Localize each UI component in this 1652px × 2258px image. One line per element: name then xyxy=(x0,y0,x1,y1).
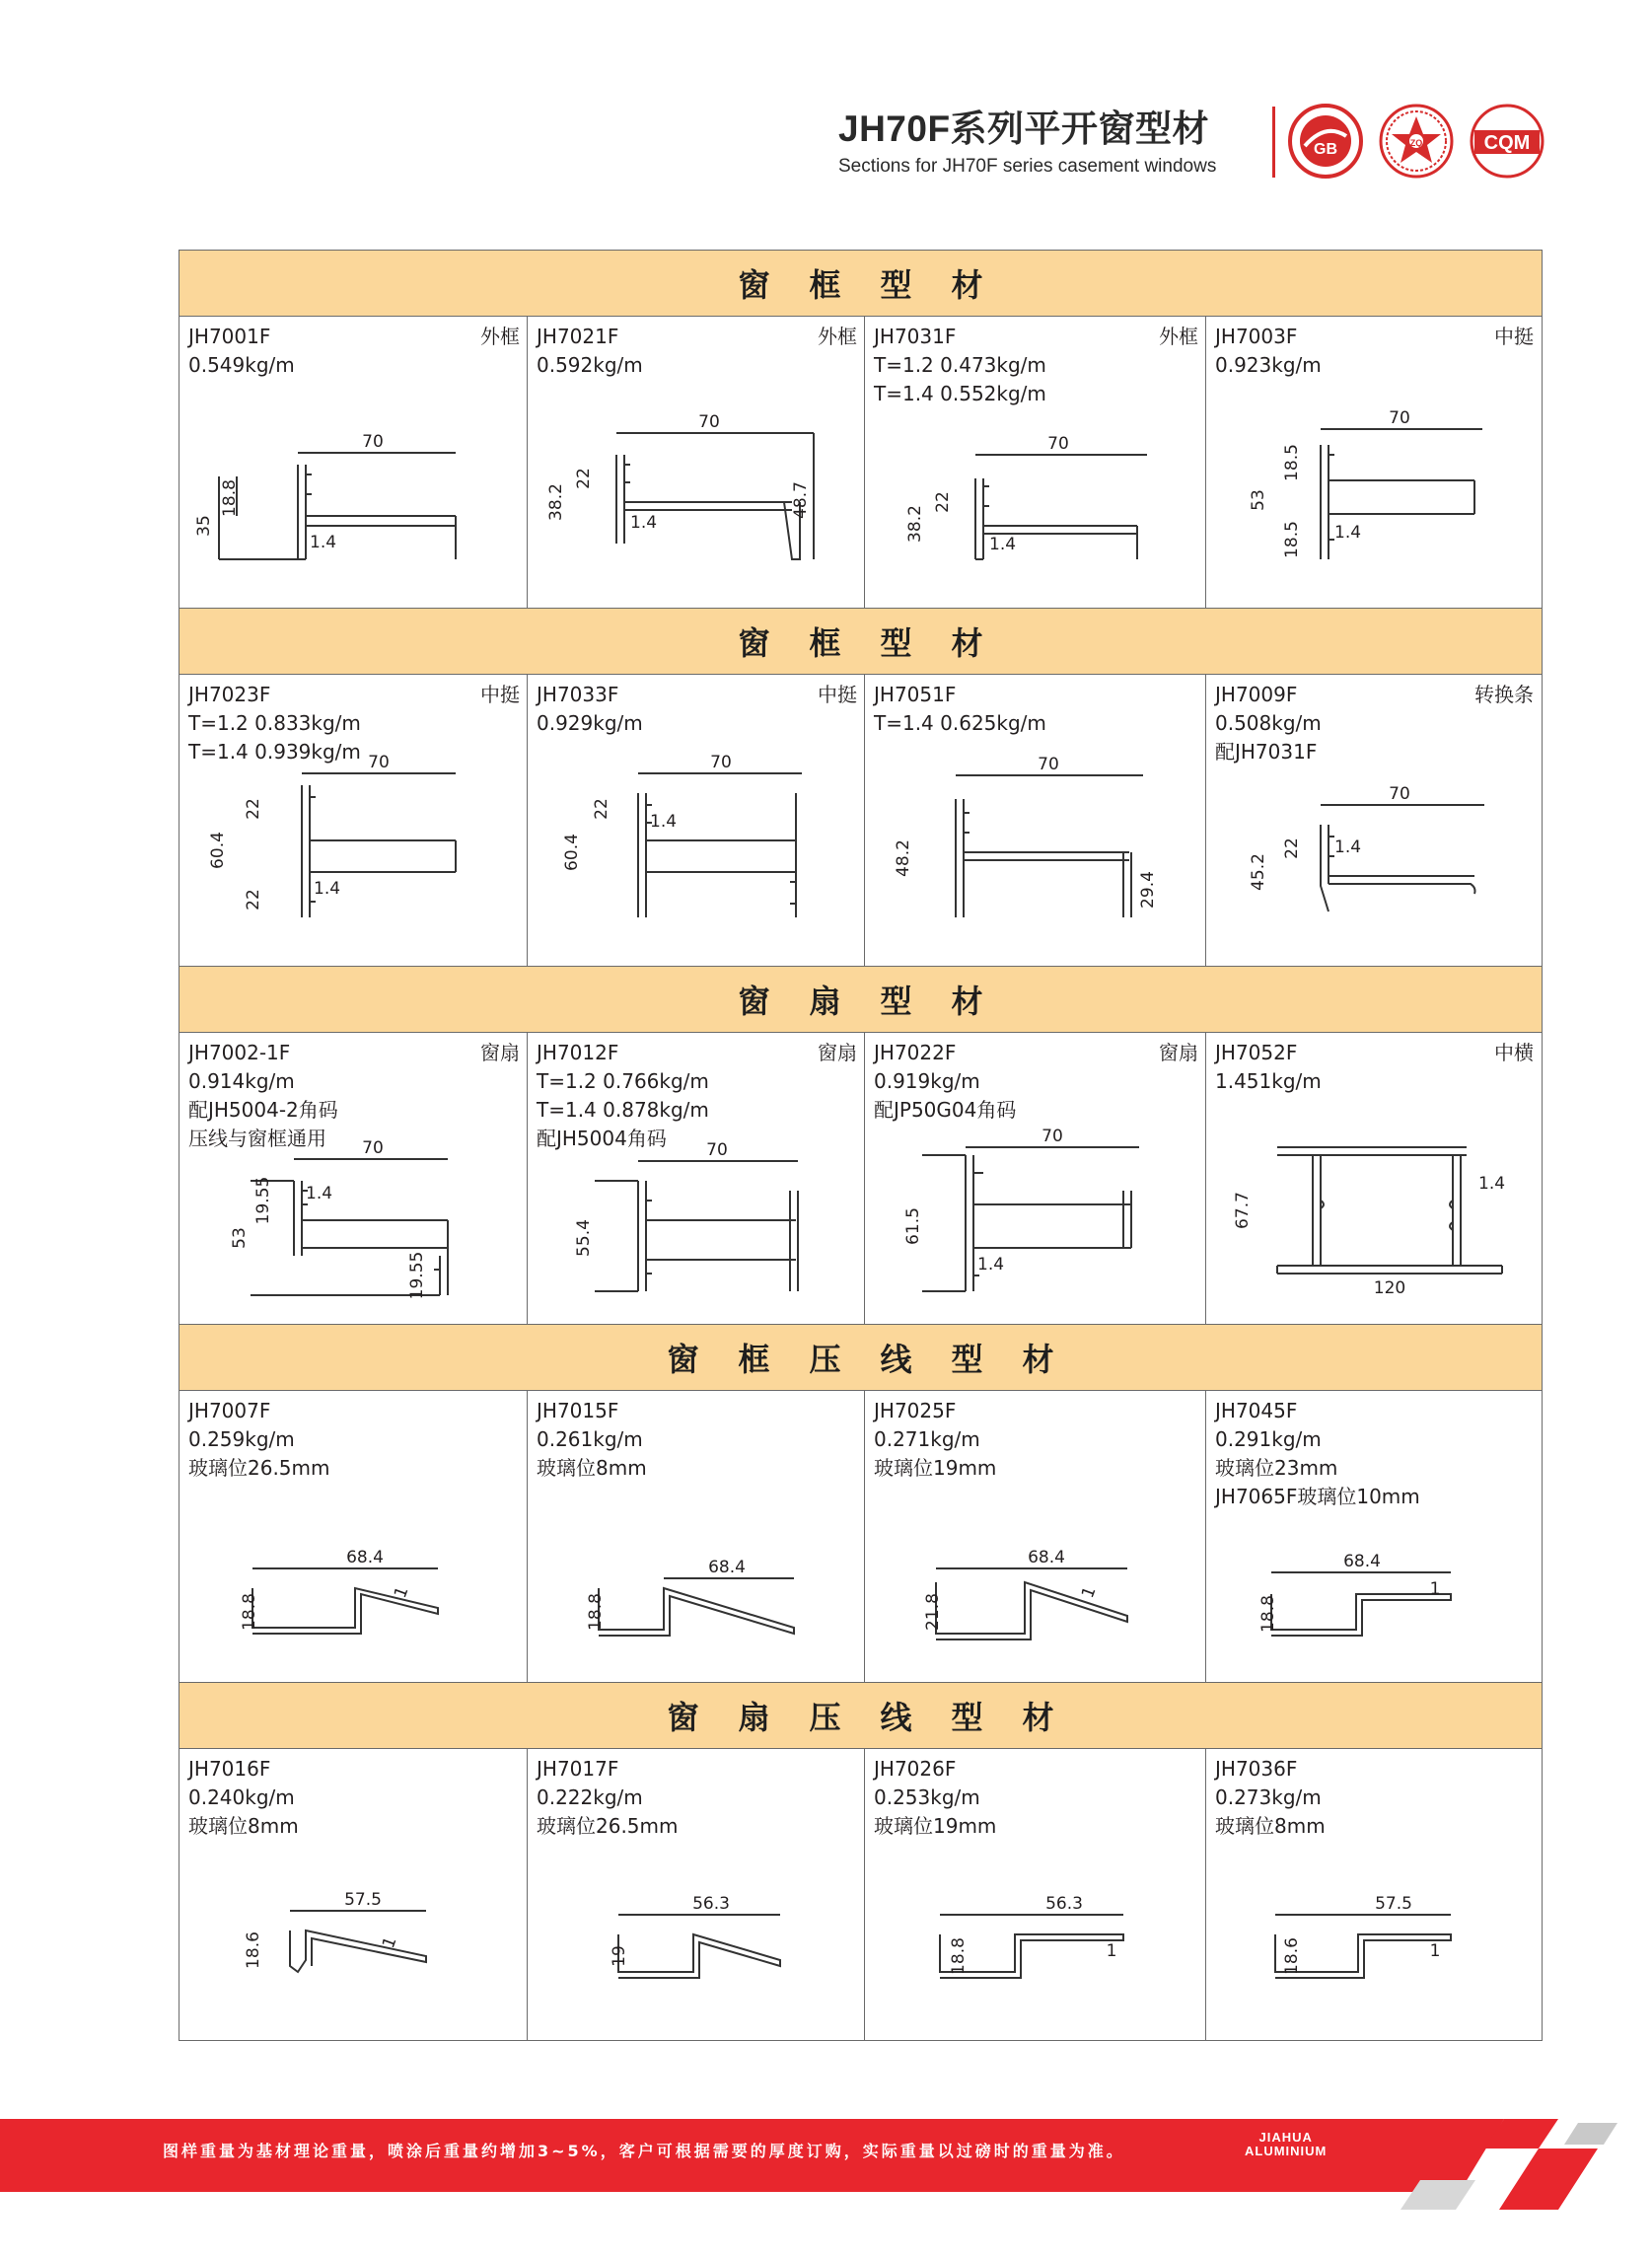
dim-width: 70 xyxy=(362,1138,384,1158)
dim-width: 120 xyxy=(1373,1278,1406,1298)
dim-thickness: 1.4 xyxy=(977,1255,1005,1275)
table-row xyxy=(180,1033,1542,1325)
profile-weight: 0.271kg/m xyxy=(874,1427,980,1451)
profile-note: 玻璃位19mm xyxy=(874,1456,997,1480)
page-subtitle: Sections for JH70F series casement windows xyxy=(838,156,1217,177)
profile-drawing xyxy=(180,1391,528,1682)
dim-width: 70 xyxy=(710,753,732,772)
profile-weight: 0.222kg/m xyxy=(537,1785,643,1809)
dim-thickness: 1.4 xyxy=(1334,838,1362,857)
profile-type: 转换条 xyxy=(1474,683,1534,706)
profile-code: JH7017F xyxy=(537,1757,619,1781)
dim-width: 70 xyxy=(1038,755,1059,774)
dim-height-3: 22 xyxy=(244,889,263,910)
profile-cell xyxy=(865,675,1206,966)
dim-thickness: 1.4 xyxy=(630,513,658,533)
profile-code: JH7007F xyxy=(188,1399,271,1422)
dim-width: 57.5 xyxy=(344,1890,382,1910)
footer-band xyxy=(0,2111,1652,2214)
profile-drawing xyxy=(865,1033,1206,1324)
profile-note: JH7065F玻璃位10mm xyxy=(1215,1485,1420,1508)
dim-height-2: 18.5 xyxy=(1282,444,1302,481)
dim-height-3: 48.7 xyxy=(791,481,811,519)
dim-thickness: 1.4 xyxy=(1334,523,1362,543)
profile-weight: 0.592kg/m xyxy=(537,353,643,377)
dim-thickness: 1 xyxy=(1106,1941,1117,1961)
profile-note: 玻璃位26.5mm xyxy=(188,1456,330,1480)
profile-note: 配JH5004-2角码 xyxy=(188,1098,338,1122)
profile-drawing xyxy=(528,1033,865,1324)
profile-weight: 配JH7031F xyxy=(1215,740,1318,764)
profile-drawing xyxy=(865,1391,1206,1682)
brand-line-1: JIAHUA xyxy=(1258,2130,1313,2145)
profile-weight: T=1.2 0.766kg/m xyxy=(537,1069,709,1093)
profile-drawing xyxy=(180,1033,528,1324)
profile-cell xyxy=(1206,317,1541,608)
dim-height: 18.8 xyxy=(586,1593,606,1631)
profile-drawing xyxy=(180,1749,528,2040)
profile-cell xyxy=(1206,1033,1541,1324)
profile-type: 中挺 xyxy=(818,683,857,706)
profile-weight: T=1.4 0.939kg/m xyxy=(188,740,361,764)
dim-height-3: 19.55 xyxy=(407,1251,427,1300)
profile-cell xyxy=(528,1749,865,2040)
table-row xyxy=(180,1749,1542,2040)
dim-width: 70 xyxy=(698,412,720,432)
dim-height: 55.4 xyxy=(574,1219,594,1257)
dim-thickness: 1 xyxy=(1429,1941,1441,1961)
profile-drawing xyxy=(528,1391,865,1682)
dim-width: 70 xyxy=(1389,408,1410,428)
dim-height-2: 22 xyxy=(592,798,611,820)
profile-weight: 1.451kg/m xyxy=(1215,1069,1322,1093)
profile-drawing xyxy=(1206,1749,1541,2040)
dim-width: 68.4 xyxy=(1343,1552,1381,1571)
profile-type: 窗扇 xyxy=(818,1041,857,1064)
profile-code: JH7033F xyxy=(537,683,619,706)
section-header-frame-1: 窗框型材 xyxy=(180,251,1542,317)
dim-height-2: 22 xyxy=(574,468,594,489)
profile-weight: 0.919kg/m xyxy=(874,1069,980,1093)
profile-code: JH7022F xyxy=(874,1041,957,1064)
profile-type: 外框 xyxy=(480,325,520,348)
profile-note: 玻璃位8mm xyxy=(1215,1814,1326,1838)
section-header-sash-bead: 窗扇压线型材 xyxy=(180,1683,1542,1749)
profile-code: JH7003F xyxy=(1215,325,1298,348)
dim-thickness: 1 xyxy=(391,1583,413,1601)
dim-width: 68.4 xyxy=(346,1548,384,1567)
profile-cell xyxy=(528,1391,865,1682)
profile-weight: T=1.2 0.833kg/m xyxy=(188,711,361,735)
dim-height: 60.4 xyxy=(208,832,228,869)
profile-weight: 0.508kg/m xyxy=(1215,711,1322,735)
dim-width: 70 xyxy=(1389,784,1410,804)
dim-height: 18.8 xyxy=(949,1937,969,1975)
dim-height: 35 xyxy=(194,515,214,537)
profile-weight: T=1.2 0.473kg/m xyxy=(874,353,1046,377)
profile-note: 配JH5004角码 xyxy=(537,1127,667,1150)
profile-code: JH7036F xyxy=(1215,1757,1298,1781)
dim-height-3: 18.5 xyxy=(1282,521,1302,558)
dim-width: 68.4 xyxy=(1028,1548,1065,1567)
dim-thickness: 1 xyxy=(1078,1583,1101,1601)
seal-logo-text: ZQ xyxy=(1409,138,1423,148)
profile-code: JH7031F xyxy=(874,325,957,348)
profile-weight: 0.259kg/m xyxy=(188,1427,295,1451)
profile-type: 外框 xyxy=(818,325,857,348)
dim-height-2: 18.8 xyxy=(220,479,240,517)
dim-thickness: 1.4 xyxy=(989,535,1017,554)
profile-drawing xyxy=(180,675,528,966)
profile-drawing xyxy=(180,317,528,608)
profile-weight: T=1.4 0.625kg/m xyxy=(874,711,1046,735)
dim-thickness: 1.4 xyxy=(650,812,678,832)
profile-weight: 0.273kg/m xyxy=(1215,1785,1322,1809)
dim-thickness: 1.4 xyxy=(1478,1174,1506,1194)
profile-note: 压线与窗框通用 xyxy=(188,1127,326,1150)
gb-logo-text: GB xyxy=(1314,141,1337,158)
dim-width: 68.4 xyxy=(708,1558,746,1577)
dim-height: 38.2 xyxy=(546,483,566,521)
dim-thickness: 1 xyxy=(1429,1579,1441,1599)
dim-height-2: 22 xyxy=(933,491,953,513)
profile-code: JH7051F xyxy=(874,683,957,706)
profile-weight: 0.240kg/m xyxy=(188,1785,295,1809)
dim-height: 61.5 xyxy=(903,1207,923,1245)
quality-seal-logo xyxy=(1378,103,1455,180)
dim-height-2: 29.4 xyxy=(1138,871,1158,909)
cqm-certification-logo xyxy=(1469,103,1545,180)
dim-width: 70 xyxy=(368,753,390,772)
dim-thickness: 1.4 xyxy=(314,879,341,899)
profile-code: JH7023F xyxy=(188,683,271,706)
profile-code: JH7021F xyxy=(537,325,619,348)
profile-drawing xyxy=(1206,1391,1541,1682)
dim-height: 53 xyxy=(230,1227,250,1249)
dim-thickness: 1.4 xyxy=(306,1184,333,1203)
profile-note: 玻璃位19mm xyxy=(874,1814,997,1838)
profile-code: JH7045F xyxy=(1215,1399,1298,1422)
profile-cell xyxy=(865,1391,1206,1682)
profile-cell xyxy=(1206,675,1541,966)
dim-height: 18.8 xyxy=(1258,1595,1278,1633)
profile-cell xyxy=(180,317,528,608)
dim-height: 18.6 xyxy=(1282,1937,1302,1975)
profile-drawing xyxy=(865,317,1206,608)
dim-height-2: 22 xyxy=(1282,838,1302,859)
page-header xyxy=(838,99,1272,178)
profile-cell xyxy=(528,1033,865,1324)
profile-cell xyxy=(528,317,865,608)
profile-cell xyxy=(528,675,865,966)
profile-type: 中横 xyxy=(1494,1041,1534,1064)
dim-height: 53 xyxy=(1249,489,1268,511)
dim-width: 56.3 xyxy=(1045,1894,1083,1914)
profile-note: 玻璃位23mm xyxy=(1215,1456,1338,1480)
profile-cell xyxy=(180,1749,528,2040)
profile-drawing xyxy=(1206,317,1541,608)
profile-weight: 0.291kg/m xyxy=(1215,1427,1322,1451)
dim-height-2: 22 xyxy=(244,798,263,820)
dim-height: 48.2 xyxy=(894,839,913,877)
profile-drawing xyxy=(528,317,865,608)
profile-weight: T=1.4 0.878kg/m xyxy=(537,1098,709,1122)
profile-table xyxy=(179,250,1543,2041)
dim-height: 45.2 xyxy=(1249,853,1268,891)
profile-cell xyxy=(1206,1391,1541,1682)
footer-note: 图样重量为基材理论重量，喷涂后重量约增加3~5%，客户可根据需要的厚度订购，实际重量以过磅时的重量为准。 xyxy=(163,2142,1125,2160)
profile-drawing xyxy=(865,1749,1206,2040)
brand-line-2: ALUMINIUM xyxy=(1245,2144,1328,2158)
profile-weight: 0.253kg/m xyxy=(874,1785,980,1809)
profile-weight: 0.929kg/m xyxy=(537,711,643,735)
profile-code: JH7015F xyxy=(537,1399,619,1422)
profile-drawing xyxy=(1206,1033,1541,1324)
dim-height: 38.2 xyxy=(905,505,925,543)
profile-type: 窗扇 xyxy=(480,1041,520,1064)
profile-weight: T=1.4 0.552kg/m xyxy=(874,382,1046,405)
profile-code: JH7012F xyxy=(537,1041,619,1064)
profile-type: 中挺 xyxy=(1494,325,1534,348)
profile-code: JH7016F xyxy=(188,1757,271,1781)
table-row xyxy=(180,317,1542,609)
dim-width: 70 xyxy=(1047,434,1069,454)
profile-cell xyxy=(180,675,528,966)
profile-weight: 0.923kg/m xyxy=(1215,353,1322,377)
profile-weight: 0.261kg/m xyxy=(537,1427,643,1451)
dim-height: 18.6 xyxy=(244,1931,263,1969)
profile-type: 中挺 xyxy=(480,683,520,706)
profile-note: 配JP50G04角码 xyxy=(874,1098,1017,1122)
profile-type: 外框 xyxy=(1159,325,1198,348)
cqm-logo-text: CQM xyxy=(1483,132,1531,154)
profile-note: 玻璃位8mm xyxy=(537,1456,647,1480)
profile-code: JH7009F xyxy=(1215,683,1298,706)
profile-drawing xyxy=(1206,675,1541,966)
profile-drawing xyxy=(528,1749,865,2040)
certification-logos xyxy=(1287,103,1573,182)
dim-height: 18.8 xyxy=(240,1593,259,1631)
section-header-frame-2: 窗框型材 xyxy=(180,609,1542,675)
profile-drawing xyxy=(865,675,1206,966)
table-row xyxy=(180,675,1542,967)
gb-certification-logo xyxy=(1287,103,1364,180)
profile-note: 玻璃位8mm xyxy=(188,1814,299,1838)
header-divider xyxy=(1272,107,1275,178)
profile-cell xyxy=(180,1033,528,1324)
profile-type: 窗扇 xyxy=(1159,1041,1198,1064)
profile-cell xyxy=(1206,1749,1541,2040)
section-header-frame-bead: 窗框压线型材 xyxy=(180,1325,1542,1391)
profile-weight: 0.914kg/m xyxy=(188,1069,295,1093)
dim-height: 21.8 xyxy=(923,1593,943,1631)
dim-thickness: 1.4 xyxy=(310,533,337,552)
brand-logo xyxy=(1245,2131,1327,2158)
dim-height: 67.7 xyxy=(1233,1192,1253,1229)
dim-width: 70 xyxy=(362,432,384,452)
profile-code: JH7025F xyxy=(874,1399,957,1422)
dim-width: 56.3 xyxy=(692,1894,730,1914)
dim-width: 70 xyxy=(1041,1127,1063,1146)
profile-cell xyxy=(865,1749,1206,2040)
profile-code: JH7026F xyxy=(874,1757,957,1781)
dim-height: 19 xyxy=(610,1945,629,1967)
dim-thickness: 1 xyxy=(379,1933,401,1951)
profile-code: JH7052F xyxy=(1215,1041,1298,1064)
profile-note: 玻璃位26.5mm xyxy=(537,1814,679,1838)
profile-drawing xyxy=(528,675,865,966)
dim-height: 60.4 xyxy=(562,834,582,871)
dim-width: 70 xyxy=(706,1140,728,1160)
profile-cell xyxy=(180,1391,528,1682)
profile-weight: 0.549kg/m xyxy=(188,353,295,377)
page-title: JH70F系列平开窗型材 xyxy=(838,109,1210,149)
section-header-sash: 窗扇型材 xyxy=(180,967,1542,1033)
dim-height-2: 19.55 xyxy=(253,1176,273,1225)
profile-cell xyxy=(865,1033,1206,1324)
profile-code: JH7001F xyxy=(188,325,271,348)
table-row xyxy=(180,1391,1542,1683)
profile-code: JH7002-1F xyxy=(188,1041,291,1064)
dim-width: 57.5 xyxy=(1375,1894,1412,1914)
profile-cell xyxy=(865,317,1206,608)
